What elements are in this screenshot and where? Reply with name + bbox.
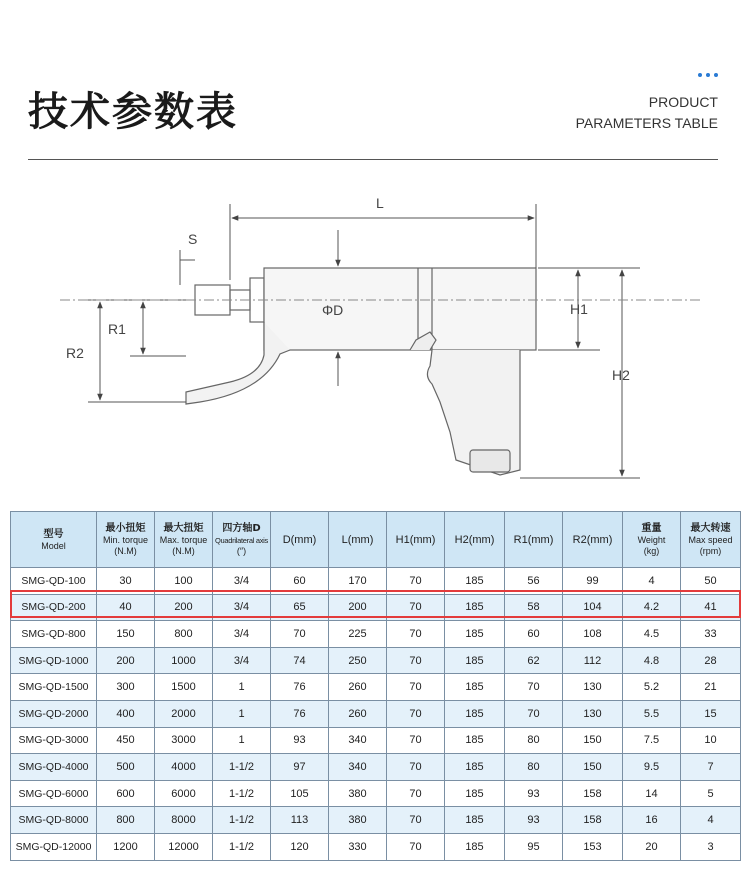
table-cell: 70	[387, 674, 445, 701]
table-cell: 74	[271, 647, 329, 674]
cell-model: SMG-QD-6000	[11, 780, 97, 807]
table-cell: 600	[97, 780, 155, 807]
table-cell: 93	[505, 780, 563, 807]
table-cell: 1-1/2	[213, 807, 271, 834]
table-cell: 8000	[155, 807, 213, 834]
table-cell: 400	[97, 700, 155, 727]
table-cell: 14	[623, 780, 681, 807]
table-cell: 450	[97, 727, 155, 754]
table-cell: 80	[505, 754, 563, 781]
table-cell: 3/4	[213, 568, 271, 595]
table-cell: 225	[329, 621, 387, 648]
table-cell: 15	[681, 700, 741, 727]
table-cell: 200	[329, 594, 387, 621]
table-cell: 95	[505, 833, 563, 860]
table-cell: 104	[563, 594, 623, 621]
table-cell: 56	[505, 568, 563, 595]
table-cell: 4.8	[623, 647, 681, 674]
subtitle-line-2: PARAMETERS TABLE	[575, 115, 718, 131]
table-cell: 185	[445, 621, 505, 648]
table-cell: 3/4	[213, 594, 271, 621]
table-cell: 70	[387, 727, 445, 754]
cell-model: SMG-QD-12000	[11, 833, 97, 860]
table-cell: 20	[623, 833, 681, 860]
table-cell: 70	[387, 647, 445, 674]
table-cell: 170	[329, 568, 387, 595]
table-cell: 113	[271, 807, 329, 834]
table-cell: 1-1/2	[213, 780, 271, 807]
cell-model: SMG-QD-800	[11, 621, 97, 648]
table-cell: 300	[97, 674, 155, 701]
table-cell: 185	[445, 594, 505, 621]
table-cell: 1	[213, 674, 271, 701]
table-cell: 6000	[155, 780, 213, 807]
table-cell: 3000	[155, 727, 213, 754]
header-r1: R1(mm)	[505, 512, 563, 568]
table-cell: 99	[563, 568, 623, 595]
table-cell: 150	[97, 621, 155, 648]
table-cell: 500	[97, 754, 155, 781]
table-cell: 76	[271, 674, 329, 701]
table-cell: 50	[681, 568, 741, 595]
table-cell: 21	[681, 674, 741, 701]
table-cell: 1200	[97, 833, 155, 860]
label-D: ΦD	[322, 302, 344, 318]
label-R1: R1	[108, 321, 126, 337]
subtitle-line-1: PRODUCT	[648, 94, 718, 110]
table-cell: 70	[387, 807, 445, 834]
table-cell: 30	[97, 568, 155, 595]
table-row	[11, 647, 741, 674]
table-cell: 93	[271, 727, 329, 754]
table-cell: 16	[623, 807, 681, 834]
label-S: S	[188, 231, 198, 247]
table-cell: 5.5	[623, 700, 681, 727]
table-cell: 70	[505, 700, 563, 727]
table-row	[11, 780, 741, 807]
table-cell: 70	[387, 754, 445, 781]
cell-model: SMG-QD-1000	[11, 647, 97, 674]
table-cell: 28	[681, 647, 741, 674]
table-cell: 9.5	[623, 754, 681, 781]
table-cell: 4	[681, 807, 741, 834]
table-cell: 260	[329, 674, 387, 701]
label-H1: H1	[570, 301, 588, 317]
table-cell: 130	[563, 700, 623, 727]
table-cell: 4	[623, 568, 681, 595]
table-cell: 70	[505, 674, 563, 701]
table-cell: 380	[329, 807, 387, 834]
table-row	[11, 700, 741, 727]
table-cell: 185	[445, 700, 505, 727]
title-divider	[28, 159, 718, 160]
table-cell: 97	[271, 754, 329, 781]
table-cell: 100	[155, 568, 213, 595]
motor-body	[264, 268, 536, 350]
table-cell: 80	[505, 727, 563, 754]
table-cell: 1-1/2	[213, 833, 271, 860]
table-cell: 108	[563, 621, 623, 648]
table-row	[11, 568, 741, 595]
decorative-dots	[698, 73, 718, 77]
cell-model: SMG-QD-4000	[11, 754, 97, 781]
table-cell: 260	[329, 700, 387, 727]
label-L: L	[376, 195, 384, 211]
table-cell: 112	[563, 647, 623, 674]
table-cell: 340	[329, 754, 387, 781]
table-cell: 1	[213, 700, 271, 727]
table-row	[11, 594, 741, 621]
table-cell: 10	[681, 727, 741, 754]
table-cell: 5	[681, 780, 741, 807]
table-cell: 1	[213, 727, 271, 754]
table-cell: 185	[445, 807, 505, 834]
parameters-table	[10, 511, 741, 861]
table-cell: 1500	[155, 674, 213, 701]
table-cell: 158	[563, 780, 623, 807]
table-cell: 185	[445, 647, 505, 674]
header-square-drive: 四方轴D Quadrilateral axis (″)	[213, 512, 271, 568]
table-row	[11, 674, 741, 701]
table-cell: 4000	[155, 754, 213, 781]
header-h1: H1(mm)	[387, 512, 445, 568]
header-d: D(mm)	[271, 512, 329, 568]
cell-model: SMG-QD-8000	[11, 807, 97, 834]
table-cell: 65	[271, 594, 329, 621]
header-weight: 重量 Weight (kg)	[623, 512, 681, 568]
table-cell: 4.5	[623, 621, 681, 648]
valve-knob	[470, 450, 510, 472]
table-cell: 130	[563, 674, 623, 701]
table-cell: 1000	[155, 647, 213, 674]
table-cell: 185	[445, 780, 505, 807]
header-max-torque: 最大扭矩 Max. torque (N.M)	[155, 512, 213, 568]
table-cell: 3	[681, 833, 741, 860]
label-R2: R2	[66, 345, 84, 361]
label-H2: H2	[612, 367, 630, 383]
header-h2: H2(mm)	[445, 512, 505, 568]
table-cell: 800	[97, 807, 155, 834]
table-cell: 70	[387, 833, 445, 860]
table-cell: 70	[387, 568, 445, 595]
table-cell: 800	[155, 621, 213, 648]
cell-model: SMG-QD-200	[11, 594, 97, 621]
table-cell: 150	[563, 727, 623, 754]
cell-model: SMG-QD-1500	[11, 674, 97, 701]
cell-model: SMG-QD-100	[11, 568, 97, 595]
table-cell: 150	[563, 754, 623, 781]
table-cell: 158	[563, 807, 623, 834]
table-cell: 200	[97, 647, 155, 674]
table-cell: 40	[97, 594, 155, 621]
table-cell: 70	[271, 621, 329, 648]
cell-model: SMG-QD-2000	[11, 700, 97, 727]
page-subtitle	[576, 92, 718, 134]
table-cell: 185	[445, 568, 505, 595]
table-cell: 7	[681, 754, 741, 781]
table-cell: 70	[387, 594, 445, 621]
table-cell: 2000	[155, 700, 213, 727]
table-cell: 120	[271, 833, 329, 860]
header-max-speed: 最大转速 Max speed (rpm)	[681, 512, 741, 568]
table-cell: 250	[329, 647, 387, 674]
table-row	[11, 621, 741, 648]
table-cell: 93	[505, 807, 563, 834]
table-cell: 60	[505, 621, 563, 648]
table-cell: 340	[329, 727, 387, 754]
table-row	[11, 807, 741, 834]
table-cell: 153	[563, 833, 623, 860]
table-cell: 185	[445, 754, 505, 781]
table-row	[11, 833, 741, 860]
table-cell: 185	[445, 674, 505, 701]
table-cell: 5.2	[623, 674, 681, 701]
table-cell: 7.5	[623, 727, 681, 754]
table-cell: 12000	[155, 833, 213, 860]
table-cell: 185	[445, 727, 505, 754]
reaction-arm	[186, 322, 290, 404]
table-cell: 185	[445, 833, 505, 860]
table-cell: 58	[505, 594, 563, 621]
table-header-row	[11, 512, 741, 568]
tool-dimension-diagram	[0, 170, 750, 500]
table-cell: 41	[681, 594, 741, 621]
table-cell: 60	[271, 568, 329, 595]
cell-model: SMG-QD-3000	[11, 727, 97, 754]
table-cell: 1-1/2	[213, 754, 271, 781]
header-model: 型号 Model	[11, 512, 97, 568]
table-cell: 3/4	[213, 621, 271, 648]
page-title: 技术参数表	[28, 89, 238, 135]
table-cell: 330	[329, 833, 387, 860]
header-l: L(mm)	[329, 512, 387, 568]
table-cell: 105	[271, 780, 329, 807]
table-row	[11, 727, 741, 754]
header-min-torque: 最小扭矩 Min. torque (N.M)	[97, 512, 155, 568]
table-row	[11, 754, 741, 781]
header-r2: R2(mm)	[563, 512, 623, 568]
table-cell: 3/4	[213, 647, 271, 674]
table-cell: 200	[155, 594, 213, 621]
table-cell: 70	[387, 621, 445, 648]
table-cell: 76	[271, 700, 329, 727]
table-cell: 62	[505, 647, 563, 674]
table-cell: 380	[329, 780, 387, 807]
table-cell: 70	[387, 780, 445, 807]
table-cell: 4.2	[623, 594, 681, 621]
table-cell: 33	[681, 621, 741, 648]
table-body	[11, 568, 741, 861]
table-cell: 70	[387, 700, 445, 727]
